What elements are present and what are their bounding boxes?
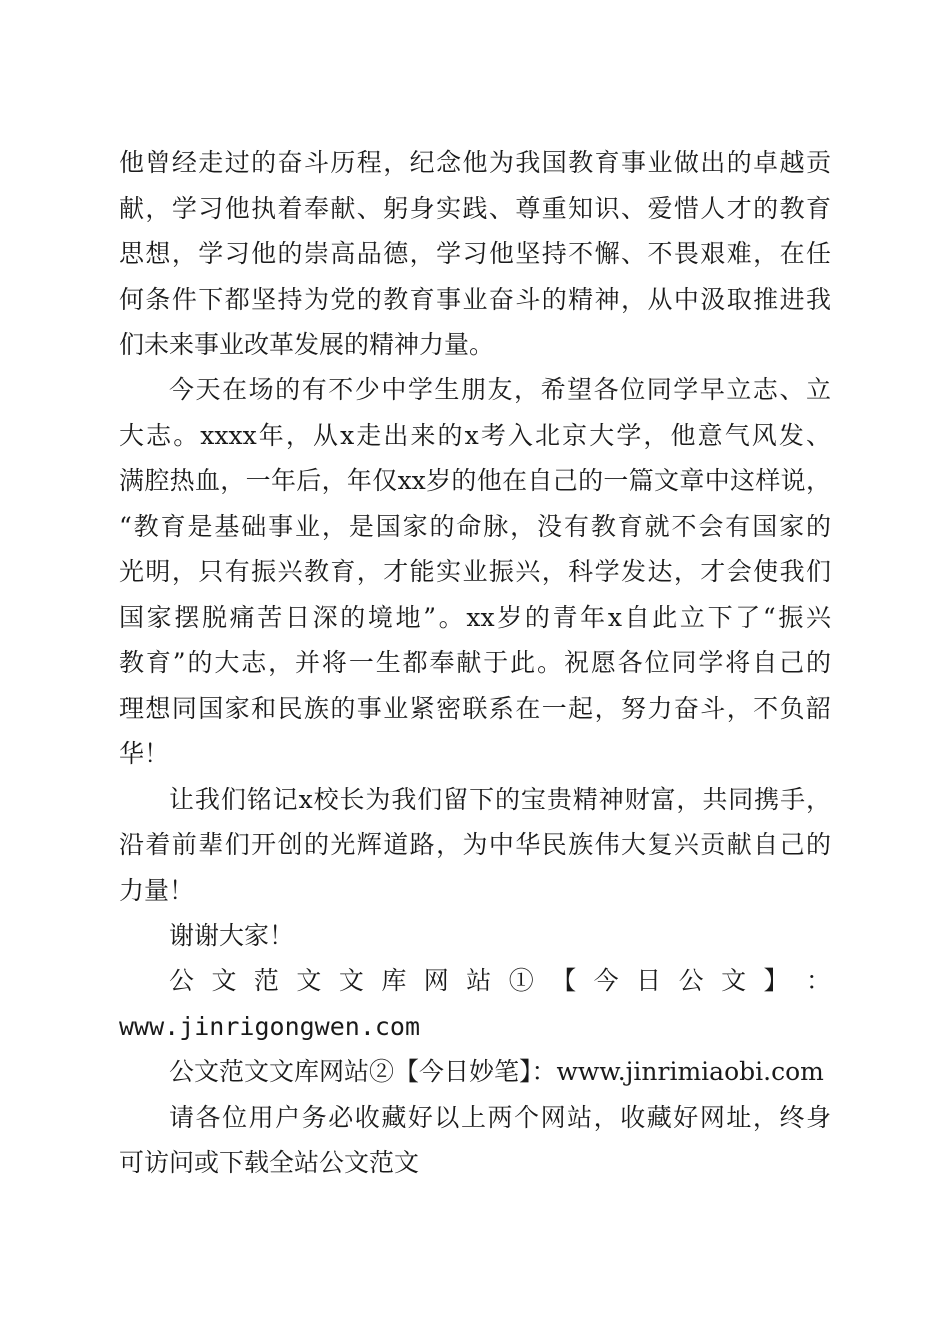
text-line: 献，学习他执着奉献、躬身实践、尊重知识、爱惜人才的教育: [119, 194, 831, 223]
text-line: 今天在场的有不少中学生朋友，希望各位同学早立志、立: [169, 375, 831, 404]
text-line: “教育是基础事业，是国家的命脉，没有教育就不会有国家的: [119, 512, 831, 541]
text-line: 国家摆脱痛苦日深的境地”。xx岁的青年x自此立下了“振兴: [119, 603, 831, 632]
text-line: 何条件下都坚持为党的教育事业奋斗的精神，从中汲取推进我: [119, 285, 831, 314]
text-line: 理想同国家和民族的事业紧密联系在一起，努力奋斗，不负韶: [119, 694, 831, 723]
website-line-jinrimiaobi[interactable]: 公文范文文库网站②【今日妙笔】：www.jinrimiaobi.com: [169, 1057, 824, 1086]
text-line: 可访问或下载全站公文范文: [119, 1148, 420, 1177]
text-line: 大志。xxxx年，从x走出来的x考入北京大学，他意气风发、: [119, 421, 831, 450]
text-line: 们未来事业改革发展的精神力量。: [119, 330, 495, 359]
text-line: 光明，只有振兴教育，才能实业振兴，科学发达，才会使我们: [119, 557, 831, 586]
text-line: 谢谢大家！: [169, 921, 295, 950]
text-line: 思想，学习他的崇高品德，学习他坚持不懈、不畏艰难，在任: [119, 239, 831, 268]
text-line: 沿着前辈们开创的光辉道路，为中华民族伟大复兴贡献自己的: [119, 830, 831, 859]
text-line: 教育”的大志，并将一生都奉献于此。祝愿各位同学将自己的: [119, 648, 831, 677]
text-line: 请各位用户务必收藏好以上两个网站，收藏好网址，终身: [169, 1103, 831, 1132]
text-line: 他曾经走过的奋斗历程，纪念他为我国教育事业做出的卓越贡: [119, 148, 831, 177]
website-link-jinrigongwen[interactable]: www.jinrigongwen.com: [119, 1012, 421, 1041]
text-line: 公 文 范 文 文 库 网 站 ① 【 今 日 公 文 】 ：: [169, 966, 832, 995]
text-line: 满腔热血，一年后，年仅xx岁的他在自己的一篇文章中这样说，: [119, 466, 831, 495]
text-line: 华！: [119, 739, 170, 768]
text-line: 力量！: [119, 876, 195, 905]
text-line: 让我们铭记x校长为我们留下的宝贵精神财富，共同携手，: [169, 785, 831, 814]
